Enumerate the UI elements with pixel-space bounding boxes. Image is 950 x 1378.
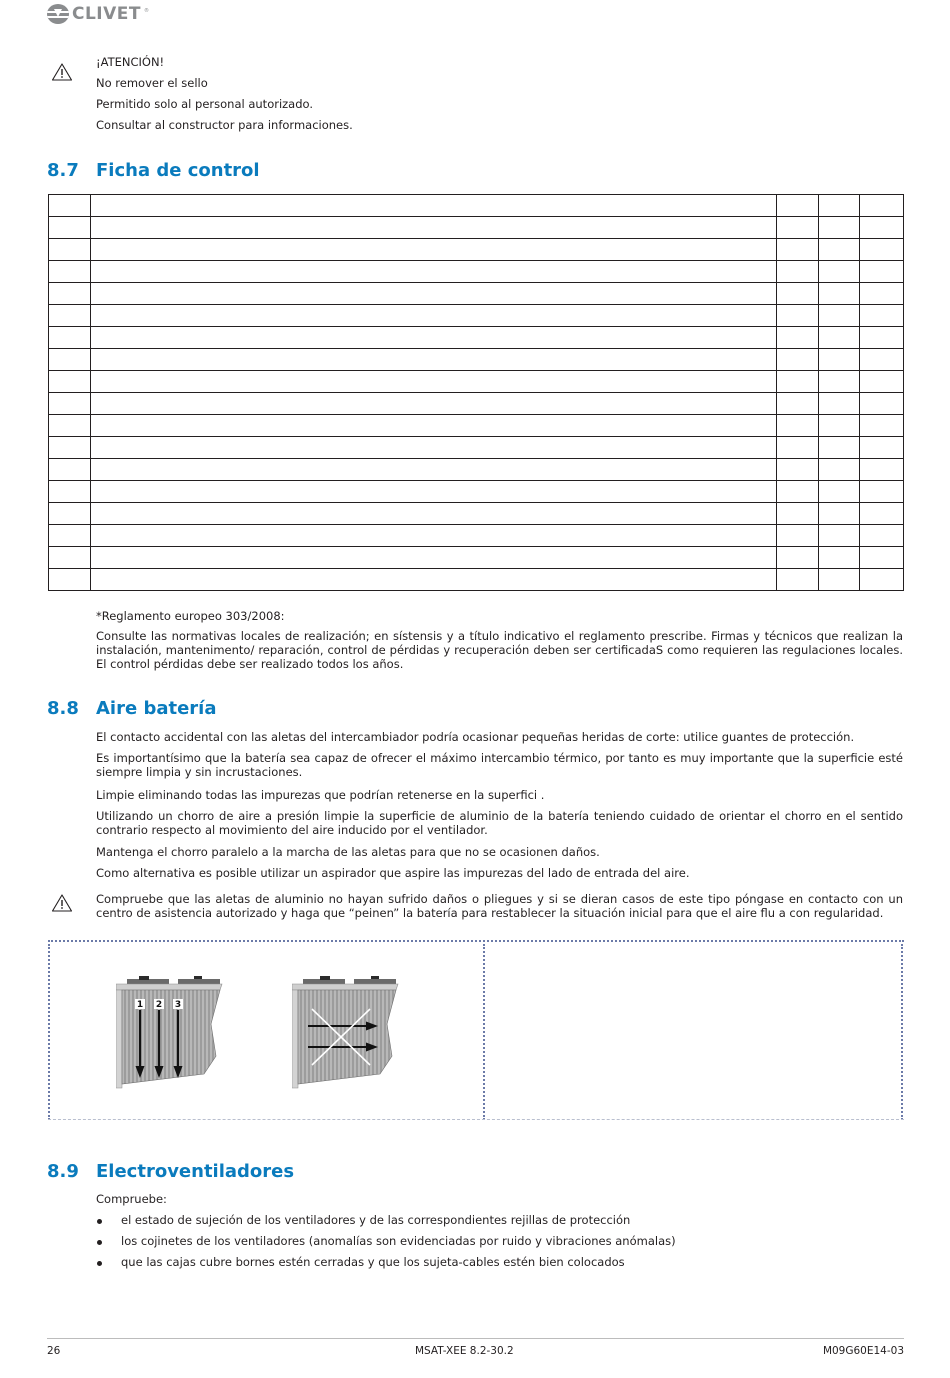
table-row <box>49 393 904 415</box>
control-sheet-table <box>48 194 904 591</box>
coil-paragraph: Mantenga el chorro paralelo a la marcha de las aletas para que no se ocasionen daños. <box>96 845 600 859</box>
step-label-2: 2 <box>155 1000 163 1010</box>
table-cell <box>859 459 903 481</box>
table-cell <box>859 327 903 349</box>
correct-cleaning-illustration <box>116 976 226 1092</box>
table-cell <box>49 239 91 261</box>
table-cell <box>776 437 818 459</box>
list-item-text: que las cajas cubre bornes estén cerradas y que los sujeta-cables estén bien colocados <box>121 1255 625 1269</box>
table-cell <box>49 283 91 305</box>
table-cell <box>91 437 777 459</box>
table-cell <box>91 569 777 591</box>
fans-checklist <box>96 1213 676 1276</box>
table-cell <box>91 195 777 217</box>
step-label-3: 3 <box>174 1000 182 1010</box>
table-row <box>49 371 904 393</box>
table-cell <box>776 217 818 239</box>
attention-line: Consultar al constructor para informaciones. <box>96 118 353 132</box>
table-row <box>49 569 904 591</box>
table-cell <box>859 349 903 371</box>
table-cell <box>776 261 818 283</box>
table-row <box>49 305 904 327</box>
table-cell <box>91 239 777 261</box>
table-cell <box>818 503 859 525</box>
table-cell <box>859 371 903 393</box>
bullet-icon <box>97 1261 102 1266</box>
table-cell <box>49 437 91 459</box>
table-cell <box>776 415 818 437</box>
list-item <box>96 1255 676 1276</box>
section-number: 8.7 <box>47 160 79 181</box>
table-cell <box>91 415 777 437</box>
table-cell <box>818 481 859 503</box>
table-cell <box>49 305 91 327</box>
table-row <box>49 525 904 547</box>
coil-paragraph: Como alternativa es posible utilizar un aspirador que aspire las impurezas del lado de entrada del aire. <box>96 866 690 880</box>
table-cell <box>859 525 903 547</box>
table-row <box>49 547 904 569</box>
table-cell <box>776 305 818 327</box>
table-cell <box>818 349 859 371</box>
list-item-text: los cojinetes de los ventiladores (anomalías son evidenciadas por ruido y vibraciones anómalas) <box>121 1234 676 1248</box>
table-cell <box>818 327 859 349</box>
table-cell <box>776 349 818 371</box>
table-cell <box>776 327 818 349</box>
table-cell <box>776 393 818 415</box>
model-range: MSAT-XEE 8.2-30.2 <box>415 1345 514 1357</box>
table-cell <box>818 283 859 305</box>
table-cell <box>91 547 777 569</box>
warning-triangle-icon <box>51 62 73 82</box>
table-row <box>49 261 904 283</box>
table-cell <box>49 569 91 591</box>
table-cell <box>49 547 91 569</box>
table-cell <box>776 283 818 305</box>
table-cell <box>49 349 91 371</box>
table-cell <box>91 393 777 415</box>
list-item-text: el estado de sujeción de los ventiladores y de las correspondientes rejillas de protección <box>121 1213 631 1227</box>
fans-intro: Compruebe: <box>96 1192 167 1206</box>
table-cell <box>91 327 777 349</box>
table-cell <box>859 195 903 217</box>
document-code: M09G60E14-03 <box>822 1345 904 1357</box>
table-cell <box>818 305 859 327</box>
table-cell <box>776 371 818 393</box>
table-cell <box>818 239 859 261</box>
table-cell <box>49 195 91 217</box>
table-cell <box>776 459 818 481</box>
footer-divider <box>47 1338 904 1339</box>
table-cell <box>859 569 903 591</box>
table-cell <box>776 569 818 591</box>
coil-paragraph: El contacto accidental con las aletas del intercambiador podría ocasionar pequeñas heridas de corte: utilice guantes de protección. <box>96 730 855 744</box>
table-cell <box>91 503 777 525</box>
section-title: Electroventiladores <box>96 1161 295 1182</box>
figure-border-top <box>48 940 904 942</box>
section-number: 8.8 <box>47 698 79 719</box>
coil-paragraph: Limpie eliminando todas las impurezas que podrían retenerse en la superfici . <box>96 788 545 802</box>
registered-mark: ® <box>144 8 149 14</box>
table-cell <box>818 525 859 547</box>
table-cell <box>818 437 859 459</box>
attention-heading: ¡ATENCIÓN! <box>96 55 165 69</box>
table-row <box>49 459 904 481</box>
bullet-icon <box>97 1240 102 1245</box>
table-cell <box>49 217 91 239</box>
regulation-note-body: Consulte las normativas locales de realización; en sístensis y a título indicativo el reglamento prescribe. Firmas y técnicos que realizan la instalación, mantenimento/ reparación, control de pérdidas y recuperación deben ser certificadaS como requieren las regulaciones locales. El control pérdidas debe ser realizado todos los años. <box>96 629 903 671</box>
table-cell <box>91 481 777 503</box>
fin-damage-warning: Compruebe que las aletas de aluminio no hayan sufrido daños o pliegues y si se dieran casos de este tipo póngase en contacto con un centro de asistencia autorizado y haga que “peinen” la batería para restablecer la situación inicial para que el aire flu a con regularidad. <box>96 892 903 920</box>
table-cell <box>91 459 777 481</box>
table-cell <box>776 547 818 569</box>
table-cell <box>91 525 777 547</box>
section-heading-8-7 <box>47 160 260 181</box>
clivet-logo <box>47 4 149 24</box>
table-row <box>49 415 904 437</box>
table-cell <box>91 283 777 305</box>
table-cell <box>49 503 91 525</box>
table-cell <box>859 503 903 525</box>
table-cell <box>818 547 859 569</box>
table-cell <box>776 525 818 547</box>
table-row <box>49 481 904 503</box>
step-label-1: 1 <box>136 1000 144 1010</box>
table-cell <box>818 569 859 591</box>
table-cell <box>91 261 777 283</box>
attention-line: No remover el sello <box>96 76 208 90</box>
table-row <box>49 327 904 349</box>
table-cell <box>859 393 903 415</box>
table-cell <box>49 525 91 547</box>
table-row <box>49 503 904 525</box>
table-cell <box>818 371 859 393</box>
section-heading-8-9 <box>47 1161 294 1182</box>
coil-cleaning-figure <box>48 940 904 1120</box>
section-number: 8.9 <box>47 1161 79 1182</box>
attention-line: Permitido solo al personal autorizado. <box>96 97 314 111</box>
table-cell <box>91 371 777 393</box>
table-cell <box>49 481 91 503</box>
table-cell <box>49 415 91 437</box>
table-cell <box>818 459 859 481</box>
table-cell <box>859 481 903 503</box>
coil-paragraph: Es importantísimo que la batería sea capaz de ofrecer el máximo intercambio térmico, por tanto es muy importante que la superficie esté siempre limpia y sin incrustaciones. <box>96 751 903 779</box>
table-cell <box>49 327 91 349</box>
table-row <box>49 195 904 217</box>
table-cell <box>91 217 777 239</box>
coil-paragraph: Utilizando un chorro de aire a presión limpie la superficie de aluminio de la batería teniendo cuidado de orientar el chorro en el sentido contrario respecto al movimiento del aire inducido por el ventilador. <box>96 809 903 837</box>
table-row <box>49 283 904 305</box>
table-cell <box>859 217 903 239</box>
table-cell <box>776 195 818 217</box>
list-item <box>96 1213 676 1234</box>
table-cell <box>859 283 903 305</box>
table-cell <box>49 371 91 393</box>
table-cell <box>91 305 777 327</box>
table-cell <box>818 217 859 239</box>
table-row <box>49 239 904 261</box>
table-cell <box>49 459 91 481</box>
table-row <box>49 437 904 459</box>
section-heading-8-8 <box>47 698 217 719</box>
table-row <box>49 217 904 239</box>
list-item <box>96 1234 676 1255</box>
table-cell <box>91 349 777 371</box>
table-cell <box>776 503 818 525</box>
logo-text: CLIVET <box>72 4 141 24</box>
figure-divider <box>483 944 485 1120</box>
table-cell <box>818 393 859 415</box>
table-cell <box>859 547 903 569</box>
figure-border-left <box>48 944 50 1120</box>
table-cell <box>859 261 903 283</box>
section-title: Ficha de control <box>96 160 260 181</box>
table-cell <box>776 481 818 503</box>
table-cell <box>818 415 859 437</box>
regulation-note-title: *Reglamento europeo 303/2008: <box>96 609 285 623</box>
table-cell <box>818 195 859 217</box>
clivet-logo-mark-icon <box>47 4 69 24</box>
figure-border-bottom <box>48 1119 904 1120</box>
bullet-icon <box>97 1219 102 1224</box>
table-cell <box>859 415 903 437</box>
table-row <box>49 349 904 371</box>
table-cell <box>859 437 903 459</box>
page-number: 26 <box>47 1345 61 1357</box>
table-cell <box>859 239 903 261</box>
warning-triangle-icon <box>51 893 73 913</box>
incorrect-cleaning-illustration <box>292 976 402 1092</box>
section-title: Aire batería <box>96 698 217 719</box>
figure-border-right <box>901 944 903 1120</box>
table-cell <box>776 239 818 261</box>
table-cell <box>818 261 859 283</box>
table-cell <box>859 305 903 327</box>
table-cell <box>49 261 91 283</box>
table-cell <box>49 393 91 415</box>
